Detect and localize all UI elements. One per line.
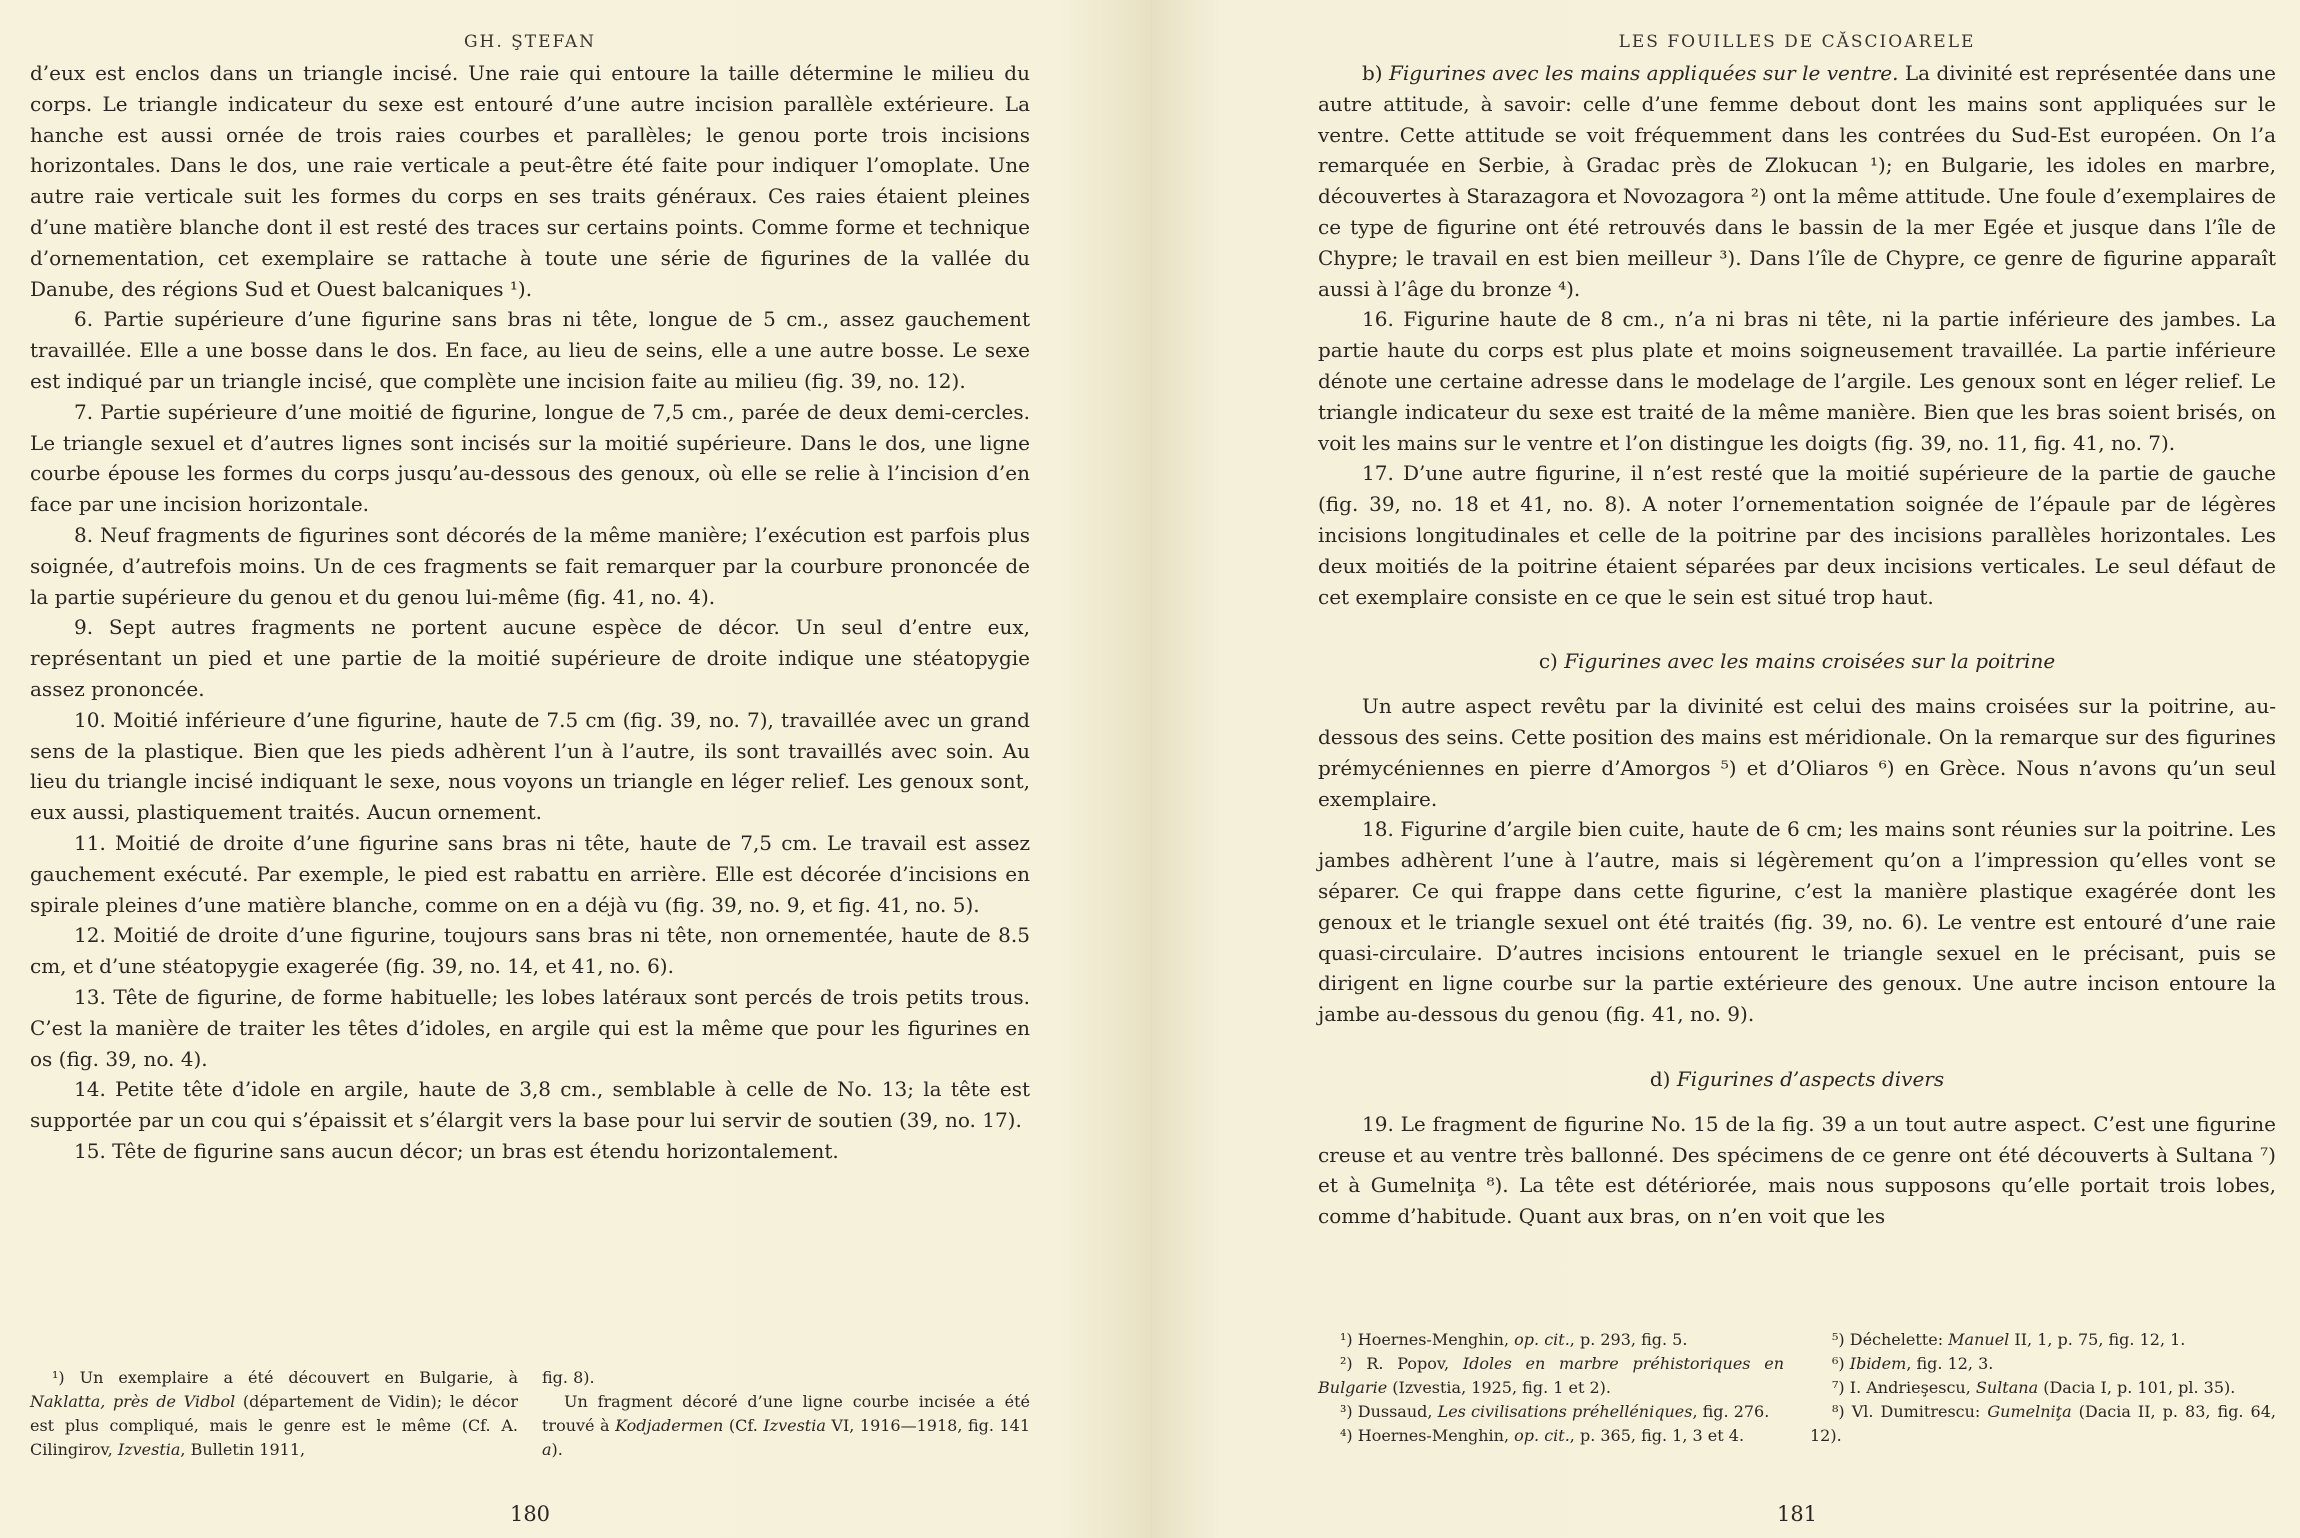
- paragraph: 7. Partie supérieure d’une moitié de figurine, longue de 7,5 cm., parée de deux demi-cercles. Le triangle sexuel et d’autres lignes sont incisés sur la moitié supérieure. Dans le dos, une ligne courbe épouse les formes du corps jusqu’au-dessous des genoux, où elle se relie à l’incision d’en face par une incision horizontale.: [30, 399, 1030, 517]
- paragraph: d’eux est enclos dans un triangle incisé. Une raie qui entoure la taille détermine le milieu du corps. Le triangle indicateur du sexe est entouré d’une autre incision parallèle extérieure. La hanche est aussi ornée de trois raies courbes et parallèles; le genou porte trois incisions horizontales. Dans le dos, une raie verticale a peut-être été faite pour indiquer l’omoplate. Une autre raie verticale suit les formes du corps en ses traits généraux. Ces raies étaient pleines d’une matière blanche dont il est resté des traces sur certains points. Comme forme et technique d’ornementation, cet exemplaire se rattache à toute une série de figurines de la vallée du Danube, des régions Sud et Ouest balcaniques ¹).: [30, 61, 1030, 301]
- footnote-1-extra: Un fragment décoré d’une ligne courbe incisée a été trouvé à Kodjadermen (Cf. Izvestia VI, 1916—1918, fig. 141 a).: [542, 1392, 1031, 1459]
- footnote-column: [542, 1366, 1030, 1462]
- paragraph: 10. Moitié inférieure d’une figurine, haute de 7.5 cm (fig. 39, no. 7), travaillée avec un grand sens de la plastique. Bien que les pieds adhèrent l’un à l’autre, ils sont travaillés avec soin. Au lieu du triangle incisé indiquant le sexe, nous voyons un triangle en léger relief. Les genoux sont, eux aussi, plastiquement traités. Aucun ornement.: [30, 707, 1030, 825]
- paragraph: 9. Sept autres fragments ne portent aucune espèce de décor. Un seul d’entre eux, représentant un pied et une partie de la moitié supérieure de droite indique une stéatopygie assez prononcée.: [30, 615, 1030, 701]
- paragraph: 17. D’une autre figurine, il n’est resté que la moitié supérieure de la partie de gauche (fig. 39, no. 18 et 41, no. 8). A noter l’ornementation soignée de l’épaule par de légères incisions longitudinales et celle de la poitrine par des incisions parallèles horizontales. Les deux moitiés de la poitrine étaient séparées par deux incisions verticales. Le seul défaut de cet exemplaire consiste en ce que le sein est situé trop haut.: [1318, 461, 2276, 609]
- section-b-paragraph: b) Figurines avec les mains appliquées sur le ventre. La divinité est représentée dans une autre attitude, à savoir: celle d’une femme debout dont les mains sont appliquées sur le ventre. Cette attitude se voit fréquemment dans les contrées du Sud-Est européen. On l’a remarquée en Serbie, à Gradac près de Zlokucan ¹); en Bulgarie, les idoles en marbre, découvertes à Starazagora et Novozagora ²) ont la même attitude. Une foule d’exemplaires de ce type de figurine ont été retrouvés dans le bassin de la mer Egée et jusque dans l’île de Chypre; le travail en est bien meilleur ³). Dans l’île de Chypre, ce genre de figurine apparaît aussi à l’âge du bronze ⁴).: [1318, 61, 2276, 301]
- paragraph: 18. Figurine d’argile bien cuite, haute de 6 cm; les mains sont réunies sur la poitrine. Les jambes adhèrent l’une à l’autre, mais si légèrement qu’on a l’impression qu’elles vont se séparer. Ce qui frappe dans cette figurine, c’est la manière plastique exagérée dont les genoux et le triangle sexuel ont été traités (fig. 39, no. 6). Le ventre est entouré d’une raie quasi-circulaire. D’autres incisions entourent le triangle sexuel en le précisant, puis se dirigent en ligne courbe sur la partie extérieure des genoux. Une autre incison entoure la jambe au-dessous du genou (fig. 41, no. 9).: [1318, 817, 2276, 1027]
- right-page: [1150, 0, 2300, 1538]
- page-number-right: 181: [1776, 1502, 1818, 1526]
- paragraph: 15. Tête de figurine sans aucun décor; un bras est étendu horizontalement.: [74, 1138, 839, 1163]
- footnote-4: ⁴) Hoernes-Menghin, op. cit., p. 365, fig. 1, 3 et 4.: [1340, 1426, 1745, 1445]
- paragraph: 19. Le fragment de figurine No. 15 de la fig. 39 a un tout autre aspect. C’est une figurine creuse et au ventre très ballonné. Des spécimens de ce genre ont été découverts à Sultana ⁷) et à Gumelniţa ⁸). La tête est détériorée, mais nous supposons qu’elle portait trois lobes, comme d’habitude. Quant aux bras, on n’en voit que les: [1318, 1111, 2276, 1229]
- footnote-1-continued: fig. 8).: [542, 1368, 595, 1387]
- paragraph: 13. Tête de figurine, de forme habituelle; les lobes latéraux sont percés de trois petits trous. C’est la manière de traiter les têtes d’idoles, en argile qui est la même que pour les figurines en os (fig. 39, no. 4).: [30, 984, 1030, 1071]
- right-body-text: [1318, 58, 2276, 1232]
- footnote-column: [1810, 1328, 2276, 1448]
- paragraph: Un autre aspect revêtu par la divinité est celui des mains croisées sur la poitrine, au-dessous des seins. Cette position des mains est méridionale. On la remarque sur des figurines prémycéniennes en pierre d’Amorgos ⁵) et d’Oliaros ⁶) en Grèce. Nous n’avons qu’un seul exemplaire.: [1318, 694, 2276, 811]
- section-d-heading: d) Figurines d’aspects divers: [1649, 1066, 1945, 1091]
- paragraph: 12. Moitié de droite d’une figurine, toujours sans bras ni tête, non ornementée, haute de 8.5 cm, et d’une stéatopygie exagerée (fig. 39, no. 14, et 41, no. 6).: [30, 923, 1030, 979]
- running-head-left: GH. ŞTEFAN: [463, 32, 597, 52]
- footnote-6: ⁶) Ibidem, fig. 12, 3.: [1832, 1354, 1994, 1373]
- footnote-column: [30, 1366, 518, 1462]
- right-footnotes: [1318, 1328, 2276, 1448]
- footnote-7: ⁷) I. Andrieşescu, Sultana (Dacia I, p. 101, pl. 35).: [1832, 1378, 2236, 1397]
- footnote-column: [1318, 1328, 1784, 1448]
- left-body-text: [30, 58, 1030, 1167]
- footnote-1: ¹) Hoernes-Menghin, op. cit., p. 293, fig. 5.: [1340, 1330, 1688, 1349]
- paragraph: 16. Figurine haute de 8 cm., n’a ni bras ni tête, ni la partie inférieure des jambes. La partie haute du corps est plus plate et moins soigneusement travaillée. La partie inférieure dénote une certaine adresse dans le modelage de l’argile. Les genoux sont en léger relief. Le triangle indicateur du sexe est traité de la même manière. Bien que les bras soient brisés, on voit les mains sur le ventre et l’on distingue les doigts (fig. 39, no. 11, fig. 41, no. 7).: [1318, 307, 2276, 455]
- section-c-heading: c) Figurines avec les mains croisées sur la poitrine: [1538, 649, 2056, 674]
- paragraph: 6. Partie supérieure d’une figurine sans bras ni tête, longue de 5 cm., assez gauchement travaillée. Elle a une bosse dans le dos. En face, au lieu de seins, elle a une autre bosse. Le sexe est indiqué par un triangle incisé, que complète une incision faite au milieu (fig. 39, no. 12).: [30, 307, 1030, 393]
- page-number-left: 180: [509, 1502, 551, 1526]
- section-b-title: Figurines avec les mains appliquées sur le ventre.: [1389, 61, 1899, 85]
- footnote-1: ¹) Un exemplaire a été découvert en Bulgarie, à Naklatta, près de Vidbol (département de Vidin); le décor est plus compliqué, mais le genre est le même (Cf. A. Cilingirov, Izvestia, Bulletin 1911,: [30, 1368, 518, 1459]
- running-head-right: LES FOUILLES DE CĂSCIOARELE: [1618, 32, 1976, 52]
- footnote-3: ³) Dussaud, Les civilisations préhelléniques, fig. 276.: [1340, 1402, 1770, 1421]
- footnote-2: ²) R. Popov, Idoles en marbre préhistoriques en Bulgarie (Izvestia, 1925, fig. 1 et 2).: [1318, 1354, 1784, 1397]
- footnote-8: ⁸) Vl. Dumitrescu: Gumelniţa (Dacia II, p. 83, fig. 64, 12).: [1810, 1402, 2277, 1445]
- paragraph: 8. Neuf fragments de figurines sont décorés de la même manière; l’exécution est parfois plus soignée, d’autrefois moins. Un de ces fragments se fait remarquer par la courbure prononcée de la partie supérieure du genou et du genou lui-même (fig. 41, no. 4).: [30, 522, 1030, 609]
- left-footnotes: [30, 1366, 1030, 1462]
- paragraph: 11. Moitié de droite d’une figurine sans bras ni tête, haute de 7,5 cm. Le travail est assez gauchement exécuté. Par exemple, le pied est rabattu en arrière. Elle est décorée d’incisions en spirale pleines d’une matière blanche, comme on en a déjà vu (fig. 39, no. 9, et fig. 41, no. 5).: [30, 830, 1030, 917]
- footnote-5: ⁵) Déchelette: Manuel II, 1, p. 75, fig. 12, 1.: [1832, 1330, 2186, 1349]
- paragraph: 14. Petite tête d’idole en argile, haute de 3,8 cm., semblable à celle de No. 13; la tête est supportée par un cou qui s’épaissit et s’élargit vers la base pour lui servir de soutien (39, no. 17).: [30, 1077, 1030, 1133]
